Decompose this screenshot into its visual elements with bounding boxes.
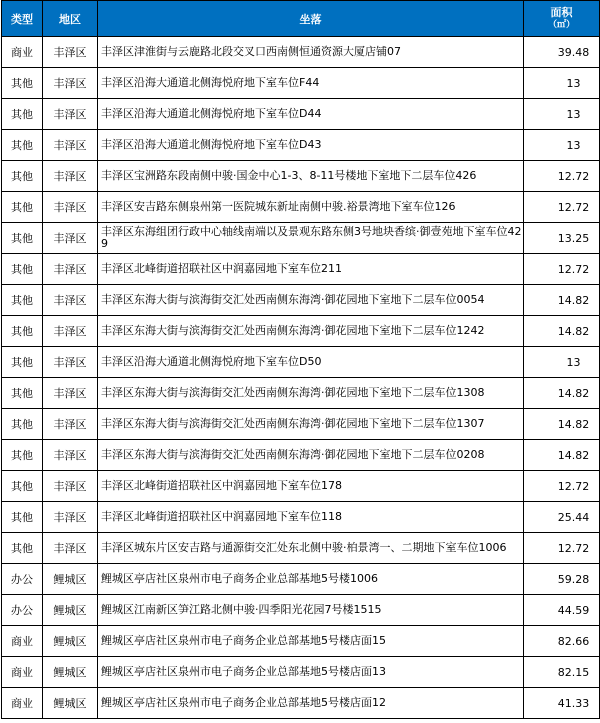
cell-address: 鲤城区亭店社区泉州市电子商务企业总部基地5号楼店面15 (98, 626, 524, 657)
cell-region: 丰泽区 (43, 347, 98, 378)
cell-area: 12.72 (524, 533, 600, 564)
cell-region: 丰泽区 (43, 223, 98, 254)
cell-area: 39.48 (524, 37, 600, 68)
property-table (1, 0, 600, 719)
table-row (2, 130, 600, 161)
header-area (524, 1, 600, 37)
cell-address: 丰泽区北峰街道招联社区中润嘉园地下室车位211 (98, 254, 524, 285)
header-type: 类型 (2, 1, 43, 37)
cell-area: 59.28 (524, 564, 600, 595)
cell-address: 丰泽区沿海大通道北侧海悦府地下室车位D43 (98, 130, 524, 161)
table-row (2, 347, 600, 378)
cell-type: 其他 (2, 254, 43, 285)
table-row (2, 502, 600, 533)
cell-address: 丰泽区城东片区安吉路与通源街交汇处东北侧中骏·柏景湾一、二期地下室车位1006 (98, 533, 524, 564)
cell-area: 13 (524, 68, 600, 99)
cell-region: 丰泽区 (43, 471, 98, 502)
cell-address: 鲤城区亭店社区泉州市电子商务企业总部基地5号楼1006 (98, 564, 524, 595)
cell-region: 丰泽区 (43, 502, 98, 533)
cell-type: 其他 (2, 471, 43, 502)
cell-area: 14.82 (524, 316, 600, 347)
cell-address: 丰泽区东海大街与滨海街交汇处西南侧东海湾·御花园地下室地下二层车位1308 (98, 378, 524, 409)
table-row (2, 378, 600, 409)
cell-region: 丰泽区 (43, 533, 98, 564)
cell-type: 其他 (2, 161, 43, 192)
header-address: 坐落 (98, 1, 524, 37)
cell-type: 其他 (2, 285, 43, 316)
cell-region: 鲤城区 (43, 688, 98, 719)
cell-area: 25.44 (524, 502, 600, 533)
cell-type: 其他 (2, 378, 43, 409)
cell-type: 其他 (2, 68, 43, 99)
cell-address: 丰泽区东海大街与滨海街交汇处西南侧东海湾·御花园地下室地下二层车位0208 (98, 440, 524, 471)
cell-address: 鲤城区亭店社区泉州市电子商务企业总部基地5号楼店面13 (98, 657, 524, 688)
cell-type: 其他 (2, 347, 43, 378)
table-row (2, 471, 600, 502)
cell-region: 鲤城区 (43, 595, 98, 626)
table-row (2, 626, 600, 657)
cell-area: 13 (524, 130, 600, 161)
cell-region: 鲤城区 (43, 626, 98, 657)
cell-area: 13 (524, 347, 600, 378)
cell-area: 14.82 (524, 409, 600, 440)
cell-region: 鲤城区 (43, 657, 98, 688)
table-row (2, 409, 600, 440)
cell-address: 丰泽区宝洲路东段南侧中骏·国金中心1-3、8-11号楼地下室地下二层车位426 (98, 161, 524, 192)
cell-region: 丰泽区 (43, 192, 98, 223)
cell-area: 12.72 (524, 192, 600, 223)
cell-region: 丰泽区 (43, 378, 98, 409)
cell-area: 12.72 (524, 254, 600, 285)
header-region: 地区 (43, 1, 98, 37)
cell-area: 44.59 (524, 595, 600, 626)
table-row (2, 657, 600, 688)
cell-region: 丰泽区 (43, 285, 98, 316)
cell-type: 商业 (2, 657, 43, 688)
cell-area: 14.82 (524, 285, 600, 316)
cell-address: 丰泽区沿海大通道北侧海悦府地下室车位D50 (98, 347, 524, 378)
cell-area: 13.25 (524, 223, 600, 254)
table-row (2, 285, 600, 316)
cell-address: 丰泽区东海大街与滨海街交汇处西南侧东海湾·御花园地下室地下二层车位1307 (98, 409, 524, 440)
table-row (2, 254, 600, 285)
cell-address: 丰泽区东海大街与滨海街交汇处西南侧东海湾·御花园地下室地下二层车位1242 (98, 316, 524, 347)
cell-region: 丰泽区 (43, 254, 98, 285)
header-area-label: 面积 (550, 5, 573, 19)
cell-region: 丰泽区 (43, 130, 98, 161)
cell-address: 鲤城区亭店社区泉州市电子商务企业总部基地5号楼店面12 (98, 688, 524, 719)
header-area-unit: （㎡） (547, 19, 575, 30)
table-row (2, 99, 600, 130)
table-row (2, 440, 600, 471)
cell-type: 商业 (2, 688, 43, 719)
cell-area: 12.72 (524, 471, 600, 502)
cell-area: 82.15 (524, 657, 600, 688)
cell-region: 鲤城区 (43, 564, 98, 595)
cell-type: 办公 (2, 595, 43, 626)
table-row (2, 223, 600, 254)
cell-area: 14.82 (524, 440, 600, 471)
cell-address: 鲤城区江南新区笋江路北侧中骏·四季阳光花园7号楼1515 (98, 595, 524, 626)
cell-address: 丰泽区津淮街与云鹿路北段交叉口西南侧恒通资源大厦店铺07 (98, 37, 524, 68)
cell-address: 丰泽区北峰街道招联社区中润嘉园地下室车位118 (98, 502, 524, 533)
cell-type: 其他 (2, 192, 43, 223)
table-row (2, 533, 600, 564)
table-row (2, 161, 600, 192)
cell-type: 其他 (2, 99, 43, 130)
cell-region: 丰泽区 (43, 68, 98, 99)
cell-type: 其他 (2, 502, 43, 533)
cell-address: 丰泽区沿海大通道北侧海悦府地下室车位F44 (98, 68, 524, 99)
cell-type: 其他 (2, 223, 43, 254)
cell-address: 丰泽区安吉路东侧泉州第一医院城东新址南侧中骏.裕景湾地下室车位126 (98, 192, 524, 223)
cell-area: 41.33 (524, 688, 600, 719)
table-row (2, 564, 600, 595)
cell-area: 82.66 (524, 626, 600, 657)
header-row (2, 1, 600, 37)
table-body (2, 37, 600, 719)
cell-address: 丰泽区沿海大通道北侧海悦府地下室车位D44 (98, 99, 524, 130)
table-row (2, 68, 600, 99)
cell-type: 办公 (2, 564, 43, 595)
table-row (2, 316, 600, 347)
cell-type: 其他 (2, 533, 43, 564)
cell-type: 其他 (2, 130, 43, 161)
table-row (2, 688, 600, 719)
cell-region: 丰泽区 (43, 37, 98, 68)
cell-region: 丰泽区 (43, 161, 98, 192)
cell-type: 其他 (2, 440, 43, 471)
cell-type: 商业 (2, 37, 43, 68)
cell-region: 丰泽区 (43, 316, 98, 347)
cell-region: 丰泽区 (43, 440, 98, 471)
table-row (2, 37, 600, 68)
table-row (2, 595, 600, 626)
cell-address: 丰泽区东海大街与滨海街交汇处西南侧东海湾·御花园地下室地下二层车位0054 (98, 285, 524, 316)
cell-address: 丰泽区东海组团行政中心轴线南端以及景观东路东侧3号地块香缤·御壹苑地下室车位429 (98, 223, 524, 254)
cell-type: 其他 (2, 409, 43, 440)
cell-address: 丰泽区北峰街道招联社区中润嘉园地下室车位178 (98, 471, 524, 502)
cell-region: 丰泽区 (43, 99, 98, 130)
cell-type: 商业 (2, 626, 43, 657)
cell-area: 13 (524, 99, 600, 130)
cell-type: 其他 (2, 316, 43, 347)
cell-area: 14.82 (524, 378, 600, 409)
table-row (2, 192, 600, 223)
cell-region: 丰泽区 (43, 409, 98, 440)
cell-area: 12.72 (524, 161, 600, 192)
